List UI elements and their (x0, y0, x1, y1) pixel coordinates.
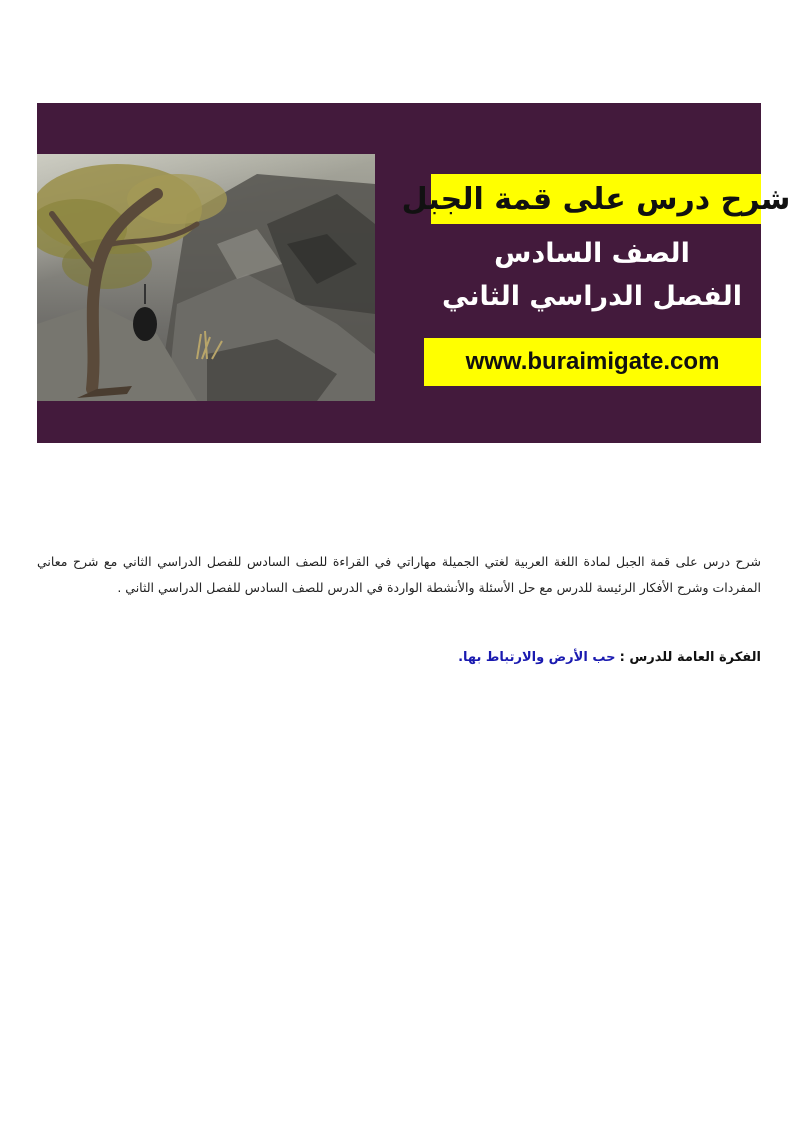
general-idea-line (37, 646, 761, 670)
banner-grade: الصف السادس (494, 238, 690, 269)
banner-semester: الفصل الدراسي الثاني (442, 281, 742, 312)
intro-paragraph: شرح درس على قمة الجبل لمادة اللغة العربية لغتي الجميلة مهاراتي في القراءة للصف السادس للفصل الدراسي الثاني مع شرح معاني المفردات وشرح الأفكار الرئيسة للدرس مع حل الأسئلة والأنشطة الواردة في الدرس للصف السادس للفصل الدراسي الثاني . (37, 554, 761, 595)
mountain-tree-illustration (37, 154, 375, 401)
mountain-tree-photo (37, 154, 375, 401)
general-idea-value: حب الأرض والارتباط بها. (458, 650, 616, 665)
lesson-banner (37, 103, 791, 443)
banner-title: شرح درس على قمة الجبل (431, 174, 761, 224)
general-idea-label: الفكرة العامة للدرس : (619, 650, 761, 665)
banner-url: www.buraimigate.com (424, 338, 761, 386)
